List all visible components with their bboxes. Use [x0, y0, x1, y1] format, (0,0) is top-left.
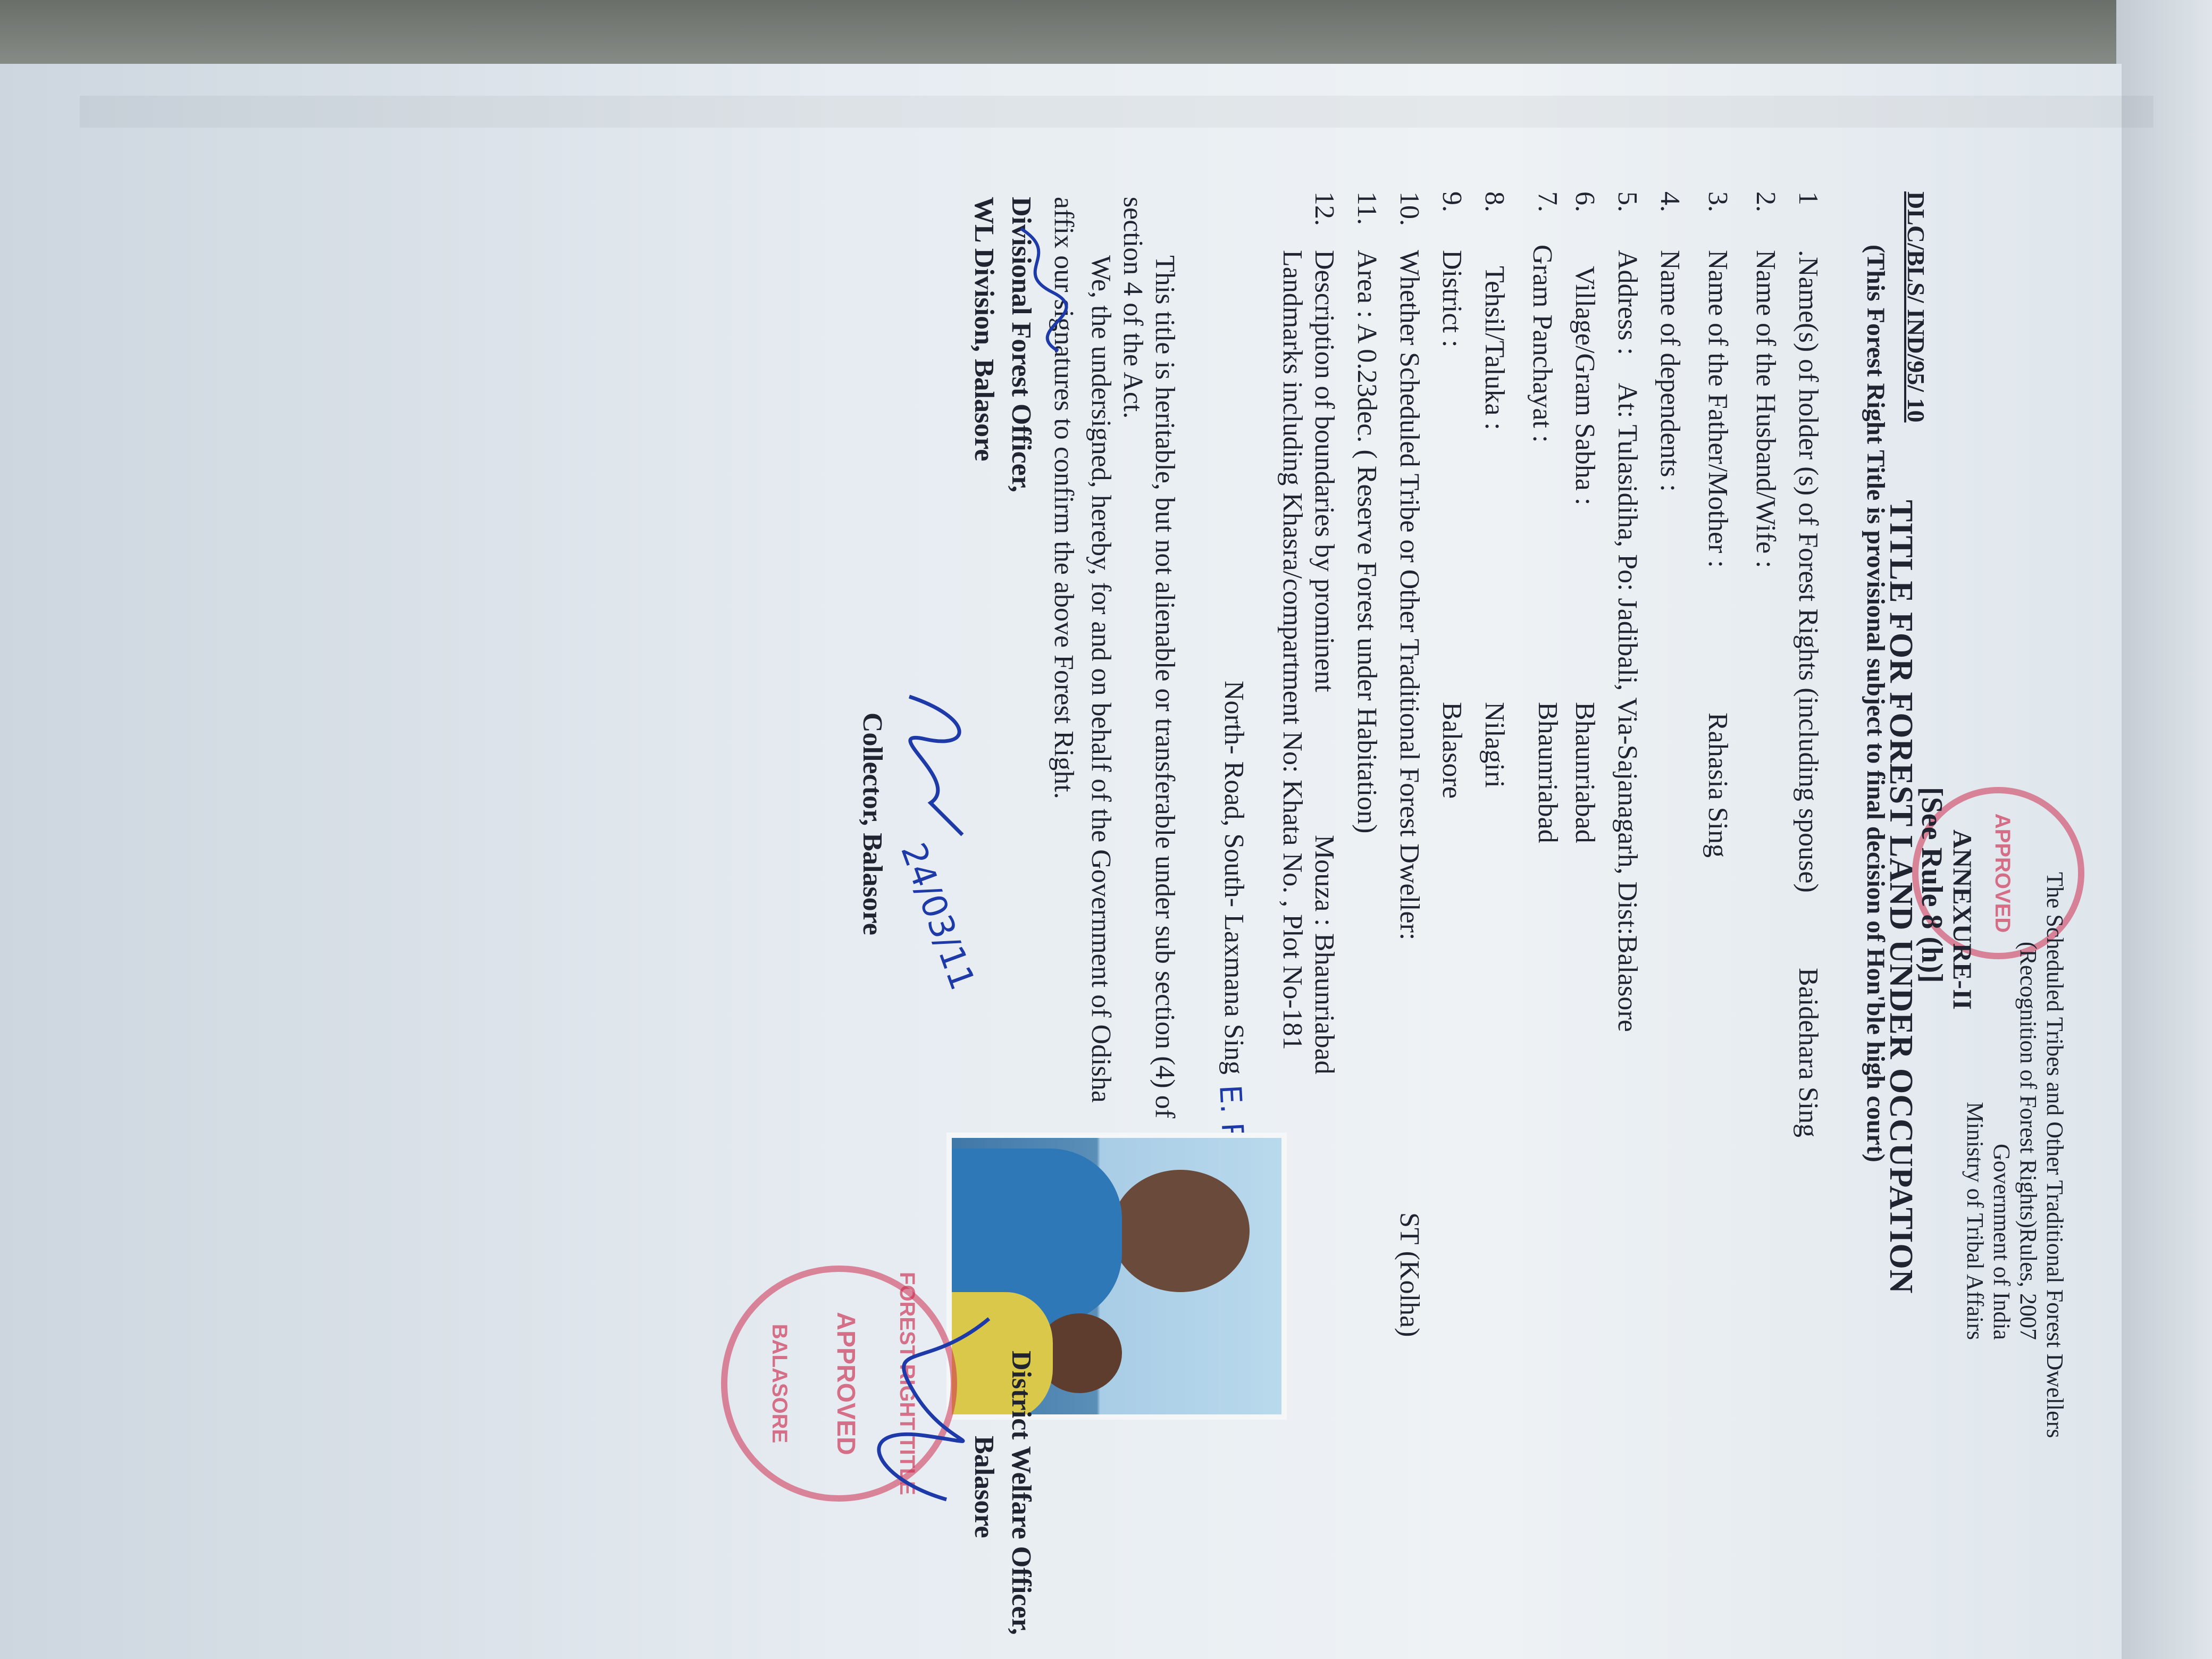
document-title: TITLE FOR FOREST LAND UNDER OCCUPATION: [1883, 500, 1919, 1294]
field-value-holder-names: Baidehara Sing: [1793, 968, 1823, 1138]
field-number-5: 5.: [1612, 191, 1643, 212]
handwritten-date: 24/03/11: [893, 838, 982, 995]
field-value-mouza: Mouza : Bhaunriabad: [1309, 835, 1339, 1075]
field-label-boundaries: Description of boundaries by prominent: [1309, 250, 1339, 692]
field-number-10: 10.: [1394, 191, 1425, 226]
field-label-village: Village/Gram Sabha :: [1570, 266, 1600, 506]
field-number-3: 3.: [1703, 191, 1733, 212]
signature-clause-line-1: We, the undersigned, hereby, for and on behalf of the Government of Odisha: [1086, 255, 1116, 1103]
field-label-tribe-status: Whether Scheduled Tribe or Other Traditional Forest Dweller:: [1394, 250, 1425, 941]
field-label-tehsil: Tehsil/Taluka :: [1479, 266, 1510, 430]
document-reference-number: DLC/BLS/ IND/95/ 10: [1903, 191, 1930, 423]
field-number-2: 2.: [1750, 191, 1781, 212]
field-label-area: Area : A 0.23dec. ( Reserve Forest under Habitation): [1352, 250, 1382, 834]
dfo-division: WL Division, Balasore: [969, 197, 999, 462]
field-label-holder-names: .Name(s) of holder (s) of Forest Rights (including spouse): [1793, 250, 1823, 893]
field-label-husband-wife: Name of the Husband/Wife :: [1750, 250, 1781, 568]
field-value-tribe-status: ST (Kolha): [1394, 1212, 1425, 1337]
header-line-1: The Scheduled Tribes and Other Traditional Forest Dwellers: [2042, 872, 2068, 1438]
stamp-text-bottom: BALASORE: [768, 1323, 791, 1444]
field-value-district: Balasore: [1437, 702, 1467, 799]
boundaries-handwritten: E.: [1212, 1084, 1249, 1115]
field-number-8: 8.: [1479, 191, 1510, 212]
dfo-title: Divisional Forest Officer,: [1006, 197, 1036, 493]
field-value-gram-panchayat: Bhaunriabad: [1532, 702, 1563, 843]
field-value-tehsil: Nilagiri: [1479, 702, 1510, 788]
dfo-signature: [1000, 223, 1085, 362]
annexure-label: ANNEXURE-II: [1948, 830, 1978, 1010]
dwo-title: District Welfare Officer,: [1006, 1351, 1036, 1635]
field-label-dependents: Name of dependents :: [1655, 250, 1685, 492]
header-line-4: Ministry of Tribal Affairs: [1962, 1102, 1988, 1340]
field-number-4: 4.: [1655, 191, 1685, 212]
rule-reference: [See Rule 8 (h)]: [1915, 787, 1948, 983]
document-subtitle: (This Forest Right Title is provisional subject to final decision of Hon'ble high court): [1862, 245, 1890, 1162]
field-number-7: 7.: [1532, 191, 1563, 212]
field-value-father-mother: Rahasia Sing: [1703, 713, 1733, 858]
field-number-6: 6.: [1570, 191, 1600, 212]
heritable-clause-line-2: section 4 of the Act.: [1118, 197, 1148, 419]
collector-title: Collector, Balasore: [857, 713, 887, 935]
stamp-top-text: APPROVED: [1991, 813, 2014, 933]
field-number-12: 12.: [1309, 191, 1339, 226]
stamp-text-top: FOREST RIGHT TITLE: [895, 1272, 919, 1495]
field-label-district: District :: [1437, 250, 1467, 348]
paper-fold-shadow: [80, 96, 2154, 128]
field-value-address: At: Tulasidiha, Po: Jadibali, Via-Sajanagarh, Dist:Balasore: [1612, 383, 1643, 1032]
collector-signature: [888, 686, 994, 845]
field-landmarks-line: Landmarks including Khasra/compartment No: Khata No. , Plot No-181: [1277, 250, 1308, 1050]
field-label-gram-panchayat: Gram Panchayat :: [1527, 245, 1557, 443]
photo-person-1: [1111, 1170, 1250, 1292]
header-line-3: Government of India: [1989, 1144, 2015, 1340]
boundaries-description: North- Road, South- Laxmana Sing: [1219, 681, 1249, 1075]
field-label-father-mother: Name of the Father/Mother :: [1703, 250, 1733, 568]
signature-clause-line-2: affix our signatures to confirm the above Forest Right.: [1049, 197, 1079, 799]
stamp-text-middle: APPROVED: [832, 1312, 860, 1455]
field-label-address: Address :: [1612, 250, 1643, 355]
field-number-9: 9.: [1437, 191, 1467, 212]
forest-right-title-document: [80, 96, 2154, 1635]
heritable-clause-line-1: This title is heritable, but not alienable or transferable under sub section (4) of: [1150, 255, 1180, 1119]
header-line-2: (Recognition of Forest Rights)Rules, 2007: [2015, 941, 2041, 1340]
field-value-village: Bhaunriabad: [1570, 702, 1600, 843]
dwo-signature: [851, 1308, 1010, 1510]
field-number-1: 1: [1793, 191, 1823, 205]
field-number-11: 11.: [1352, 191, 1382, 225]
dwo-location: Balasore: [969, 1436, 999, 1538]
